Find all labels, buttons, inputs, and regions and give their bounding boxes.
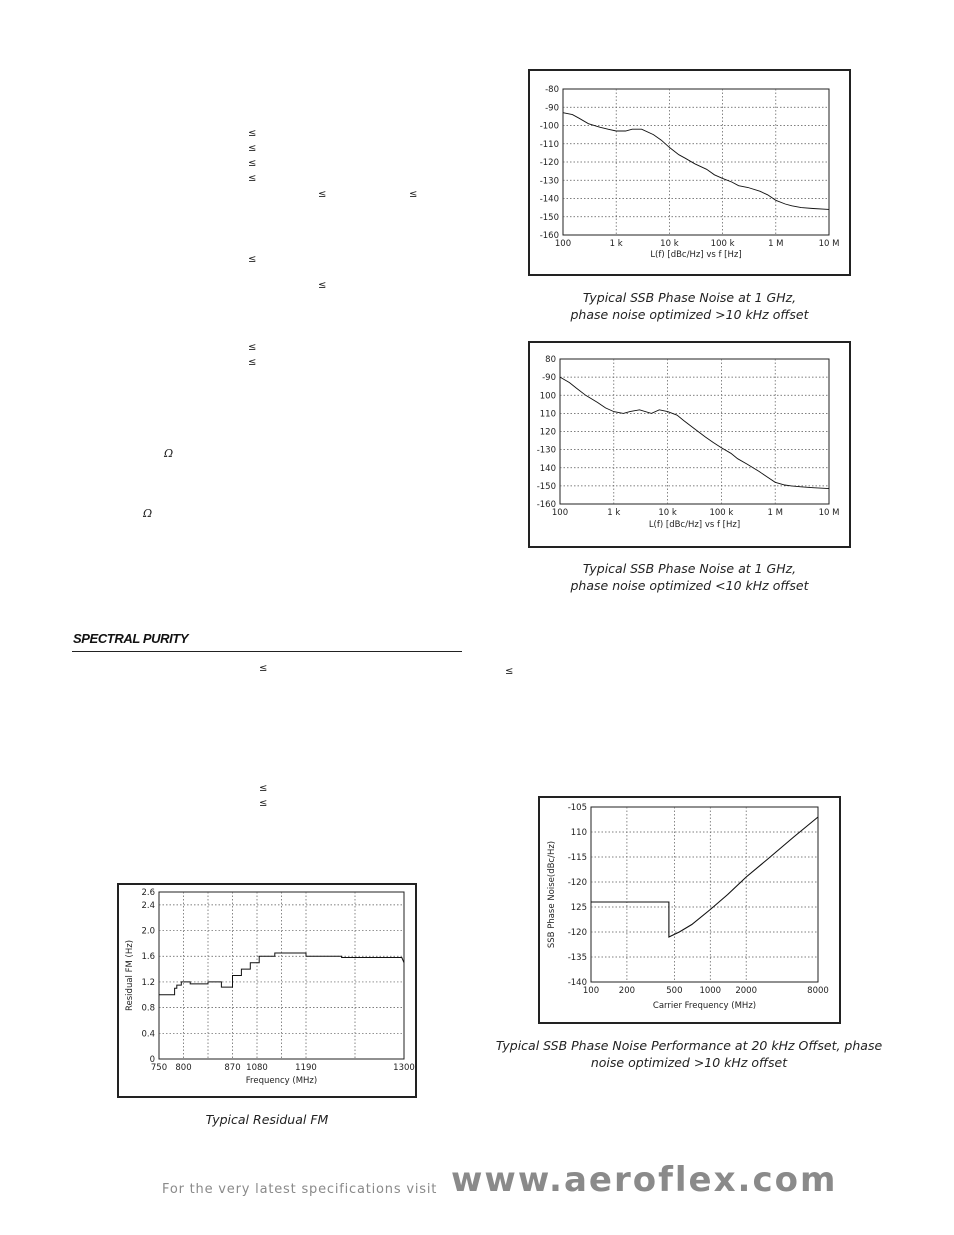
series-line: [560, 377, 829, 489]
x-tick-label: 10 k: [660, 239, 679, 249]
caption-line: Typical SSB Phase Noise at 1 GHz,: [582, 561, 797, 576]
y-tick-label: -115: [567, 853, 587, 863]
y-tick-label: -130: [536, 445, 556, 456]
y-tick-label: 0.4: [141, 1029, 155, 1040]
caption-line: Typical SSB Phase Noise at 1 GHz,: [582, 290, 797, 305]
x-axis-label: Frequency (MHz): [245, 1076, 318, 1086]
series-line: [563, 113, 829, 210]
caption-line: noise optimized >10 kHz offset: [590, 1055, 788, 1070]
y-axis-label: SSB Phase Noise(dBc/Hz): [547, 840, 557, 949]
y-tick-label: 125: [570, 903, 587, 913]
chart-ssb-vs-carrier: [538, 796, 841, 1024]
y-tick-label: 0.8: [141, 1003, 155, 1014]
chart-svg: [540, 798, 839, 1022]
le-symbol: ≤: [409, 189, 418, 200]
le-symbol: ≤: [248, 173, 257, 184]
x-tick-label: 750: [150, 1063, 168, 1073]
x-tick-label: 1300: [393, 1063, 415, 1073]
le-symbol: ≤: [248, 128, 257, 139]
le-symbol: ≤: [318, 189, 327, 200]
le-symbol: ≤: [259, 798, 268, 809]
y-tick-label: -80: [545, 85, 559, 95]
caption-line: phase noise optimized >10 kHz offset: [570, 307, 809, 322]
chart-caption: [117, 1111, 417, 1128]
x-tick-label: 8000: [807, 986, 829, 996]
y-tick-label: 100: [539, 391, 556, 402]
chart-caption: [528, 560, 851, 594]
plot-frame: [591, 807, 818, 982]
ohm-symbol: Ω: [143, 507, 153, 520]
chart-svg: [530, 71, 849, 274]
section-divider: [72, 651, 462, 652]
y-tick-label: -135: [567, 953, 587, 963]
caption-line: phase noise optimized <10 kHz offset: [570, 578, 809, 593]
x-tick-label: 500: [666, 986, 683, 996]
y-tick-label: 120: [539, 427, 556, 438]
x-tick-label: 1 k: [609, 239, 623, 249]
x-tick-label: 100: [554, 239, 572, 249]
chart-svg: [119, 885, 415, 1096]
chart-ssb-phase-noise-lt10k: [528, 341, 851, 548]
y-tick-label: -160: [539, 231, 559, 241]
y-axis-label: Residual FM (Hz): [125, 939, 135, 1012]
le-symbol: ≤: [248, 254, 257, 265]
le-symbol: ≤: [318, 280, 327, 291]
y-tick-label: -120: [567, 928, 587, 938]
y-tick-label: 2.0: [141, 926, 155, 937]
x-tick-label: 10 M: [818, 239, 840, 249]
y-tick-label: -120: [567, 878, 587, 888]
chart-residual-fm: [117, 883, 417, 1098]
x-tick-label: 1190: [295, 1063, 317, 1073]
chart-caption: [528, 289, 851, 323]
y-tick-label: 140: [539, 463, 556, 474]
y-tick-label: 2.4: [141, 900, 155, 911]
x-tick-label: 1000: [699, 986, 722, 996]
y-tick-label: -130: [539, 176, 559, 187]
y-tick-label: 2.6: [141, 888, 155, 898]
y-tick-label: -140: [567, 978, 587, 988]
y-tick-label: -100: [539, 121, 559, 132]
x-tick-label: 10 k: [658, 508, 677, 518]
x-tick-label: 870: [224, 1063, 241, 1073]
x-tick-label: 10 M: [818, 508, 840, 518]
ohm-symbol: Ω: [164, 447, 174, 460]
y-tick-label: -120: [539, 158, 559, 168]
series-line: [591, 817, 818, 937]
y-tick-label: -140: [539, 194, 559, 205]
y-tick-label: 1.2: [141, 977, 155, 988]
le-symbol: ≤: [259, 663, 268, 674]
y-tick-label: 110: [570, 828, 587, 838]
y-tick-label: 1.6: [141, 952, 155, 963]
x-tick-label: 2000: [735, 986, 758, 996]
x-tick-label: 100 k: [709, 508, 734, 518]
y-tick-label: -105: [567, 803, 587, 813]
y-tick-label: 110: [539, 409, 556, 420]
x-tick-label: 1 k: [607, 508, 621, 518]
le-symbol: ≤: [248, 158, 257, 169]
y-tick-label: -90: [545, 103, 559, 114]
x-tick-label: 100: [582, 986, 600, 996]
y-tick-label: -160: [536, 500, 556, 510]
x-tick-label: 100: [551, 508, 569, 518]
x-tick-label: 100 k: [710, 239, 735, 249]
y-tick-label: -90: [542, 373, 556, 384]
le-symbol: ≤: [248, 357, 257, 368]
chart-caption: [490, 1037, 888, 1071]
x-tick-label: 1 M: [768, 239, 784, 249]
x-tick-label: 200: [618, 986, 636, 996]
y-tick-label: -110: [539, 139, 559, 150]
chart-ssb-phase-noise-gt10k: [528, 69, 851, 276]
x-tick-label: 1 M: [767, 508, 783, 518]
le-symbol: ≤: [248, 143, 257, 154]
x-tick-label: 1080: [246, 1063, 268, 1073]
le-symbol: ≤: [248, 342, 257, 353]
le-symbol: ≤: [259, 783, 268, 794]
footer-prefix: For the very latest specifications visit: [162, 1182, 438, 1197]
y-tick-label: 80: [545, 355, 556, 365]
y-tick-label: 0: [149, 1055, 155, 1065]
chart-svg: [530, 343, 849, 546]
x-axis-label: L(f) [dBc/Hz] vs f [Hz]: [650, 250, 742, 260]
caption-line: Typical Residual FM: [205, 1112, 329, 1127]
footer-url[interactable]: www.aeroflex.com: [451, 1160, 838, 1200]
y-tick-label: -150: [536, 481, 556, 492]
x-axis-label: Carrier Frequency (MHz): [652, 1001, 757, 1011]
y-tick-label: -150: [539, 212, 559, 223]
caption-line: Typical SSB Phase Noise Performance at 20 kHz Offset, phase: [495, 1038, 883, 1053]
section-title: SPECTRAL PURITY: [73, 631, 189, 646]
le-symbol: ≤: [505, 666, 514, 677]
x-tick-label: 800: [175, 1063, 192, 1073]
x-axis-label: L(f) [dBc/Hz] vs f [Hz]: [648, 520, 741, 530]
